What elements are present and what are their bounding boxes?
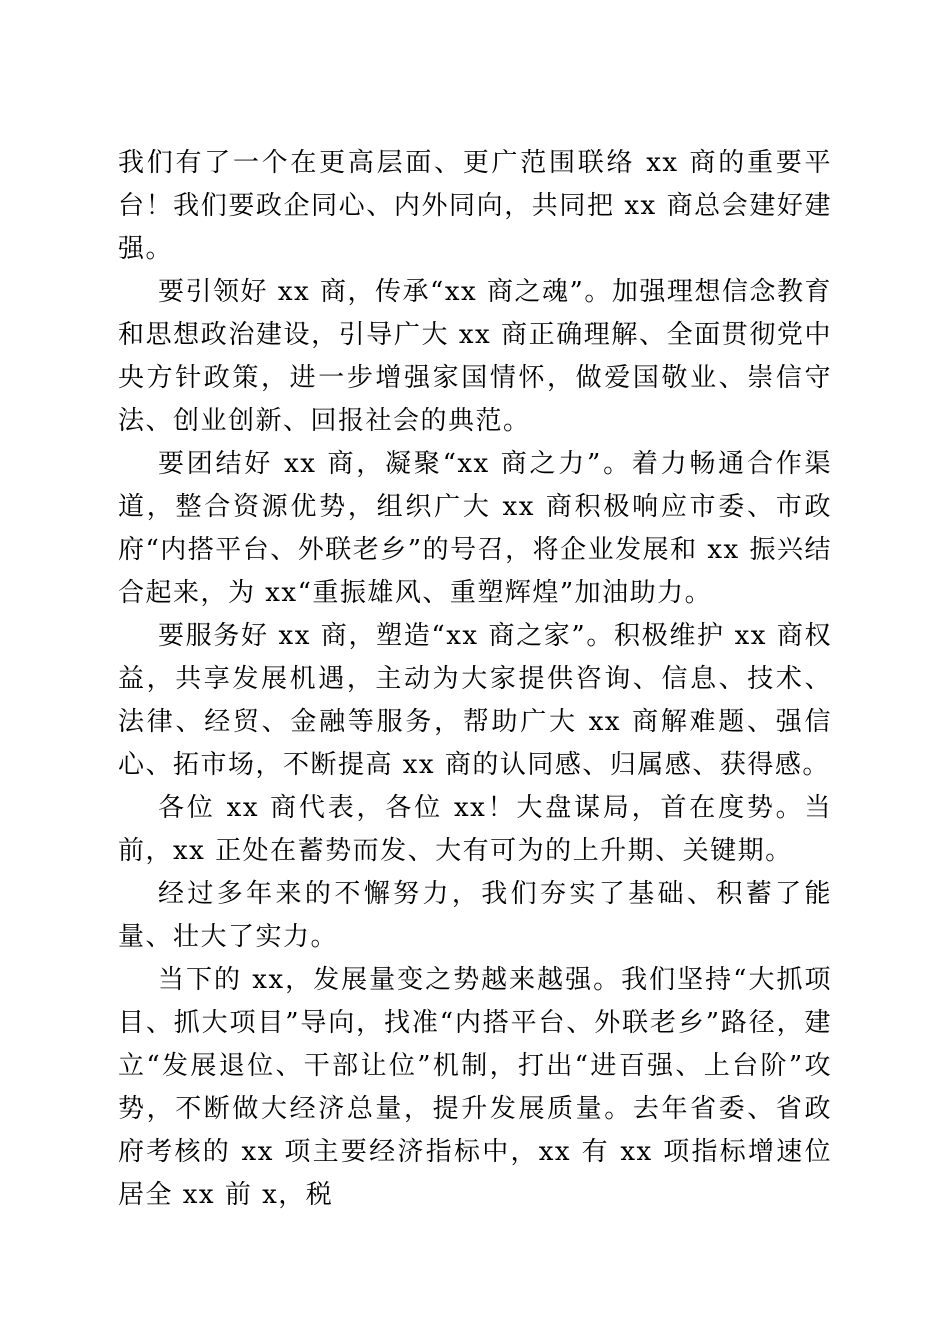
document-body [118,142,832,1217]
paragraph-4: 要服务好 xx 商，塑造“xx 商之家”。积极维护 xx 商权益，共享发展机遇，主动为大家提供咨询、信息、技术、法律、经贸、金融等服务，帮助广大 xx 商解难题、强信心、拓市场，不断提高 xx 商的认同感、归属感、获得感。 [118,621,832,780]
paragraph-6: 经过多年来的不懈努力，我们夯实了基础、积蓄了能量、壮大了实力。 [118,879,832,952]
paragraph-7: 当下的 xx，发展量变之势越来越强。我们坚持“大抓项目、抓大项目”导向，找准“内搭平台、外联老乡”路径，建立“发展退位、干部让位”机制，打出“进百强、上台阶”攻势，不断做大经济总量，提升发展质量。去年省委、省政府考核的 xx 项主要经济指标中，xx 有 xx 项指标增速位居全 xx 前 x，税 [118,965,832,1210]
paragraph-5: 各位 xx 商代表，各位 xx！大盘谋局，首在度势。当前，xx 正处在蓄势而发、大有可为的上升期、关键期。 [118,793,832,866]
paragraph-2: 要引领好 xx 商，传承“xx 商之魂”。加强理想信念教育和思想政治建设，引导广大 xx 商正确理解、全面贯彻党中央方针政策，进一步增强家国情怀，做爱国敬业、崇信守法、创业创新、回报社会的典范。 [118,277,832,436]
paragraph-1: 我们有了一个在更高层面、更广范围联络 xx 商的重要平台！我们要政企同心、内外同向，共同把 xx 商总会建好建强。 [118,148,832,264]
paragraph-3: 要团结好 xx 商，凝聚“xx 商之力”。着力畅通合作渠道，整合资源优势，组织广大 xx 商积极响应市委、市政府“内搭平台、外联老乡”的号召，将企业发展和 xx 振兴结合起来，为 xx“重振雄风、重塑辉煌”加油助力。 [118,449,832,608]
